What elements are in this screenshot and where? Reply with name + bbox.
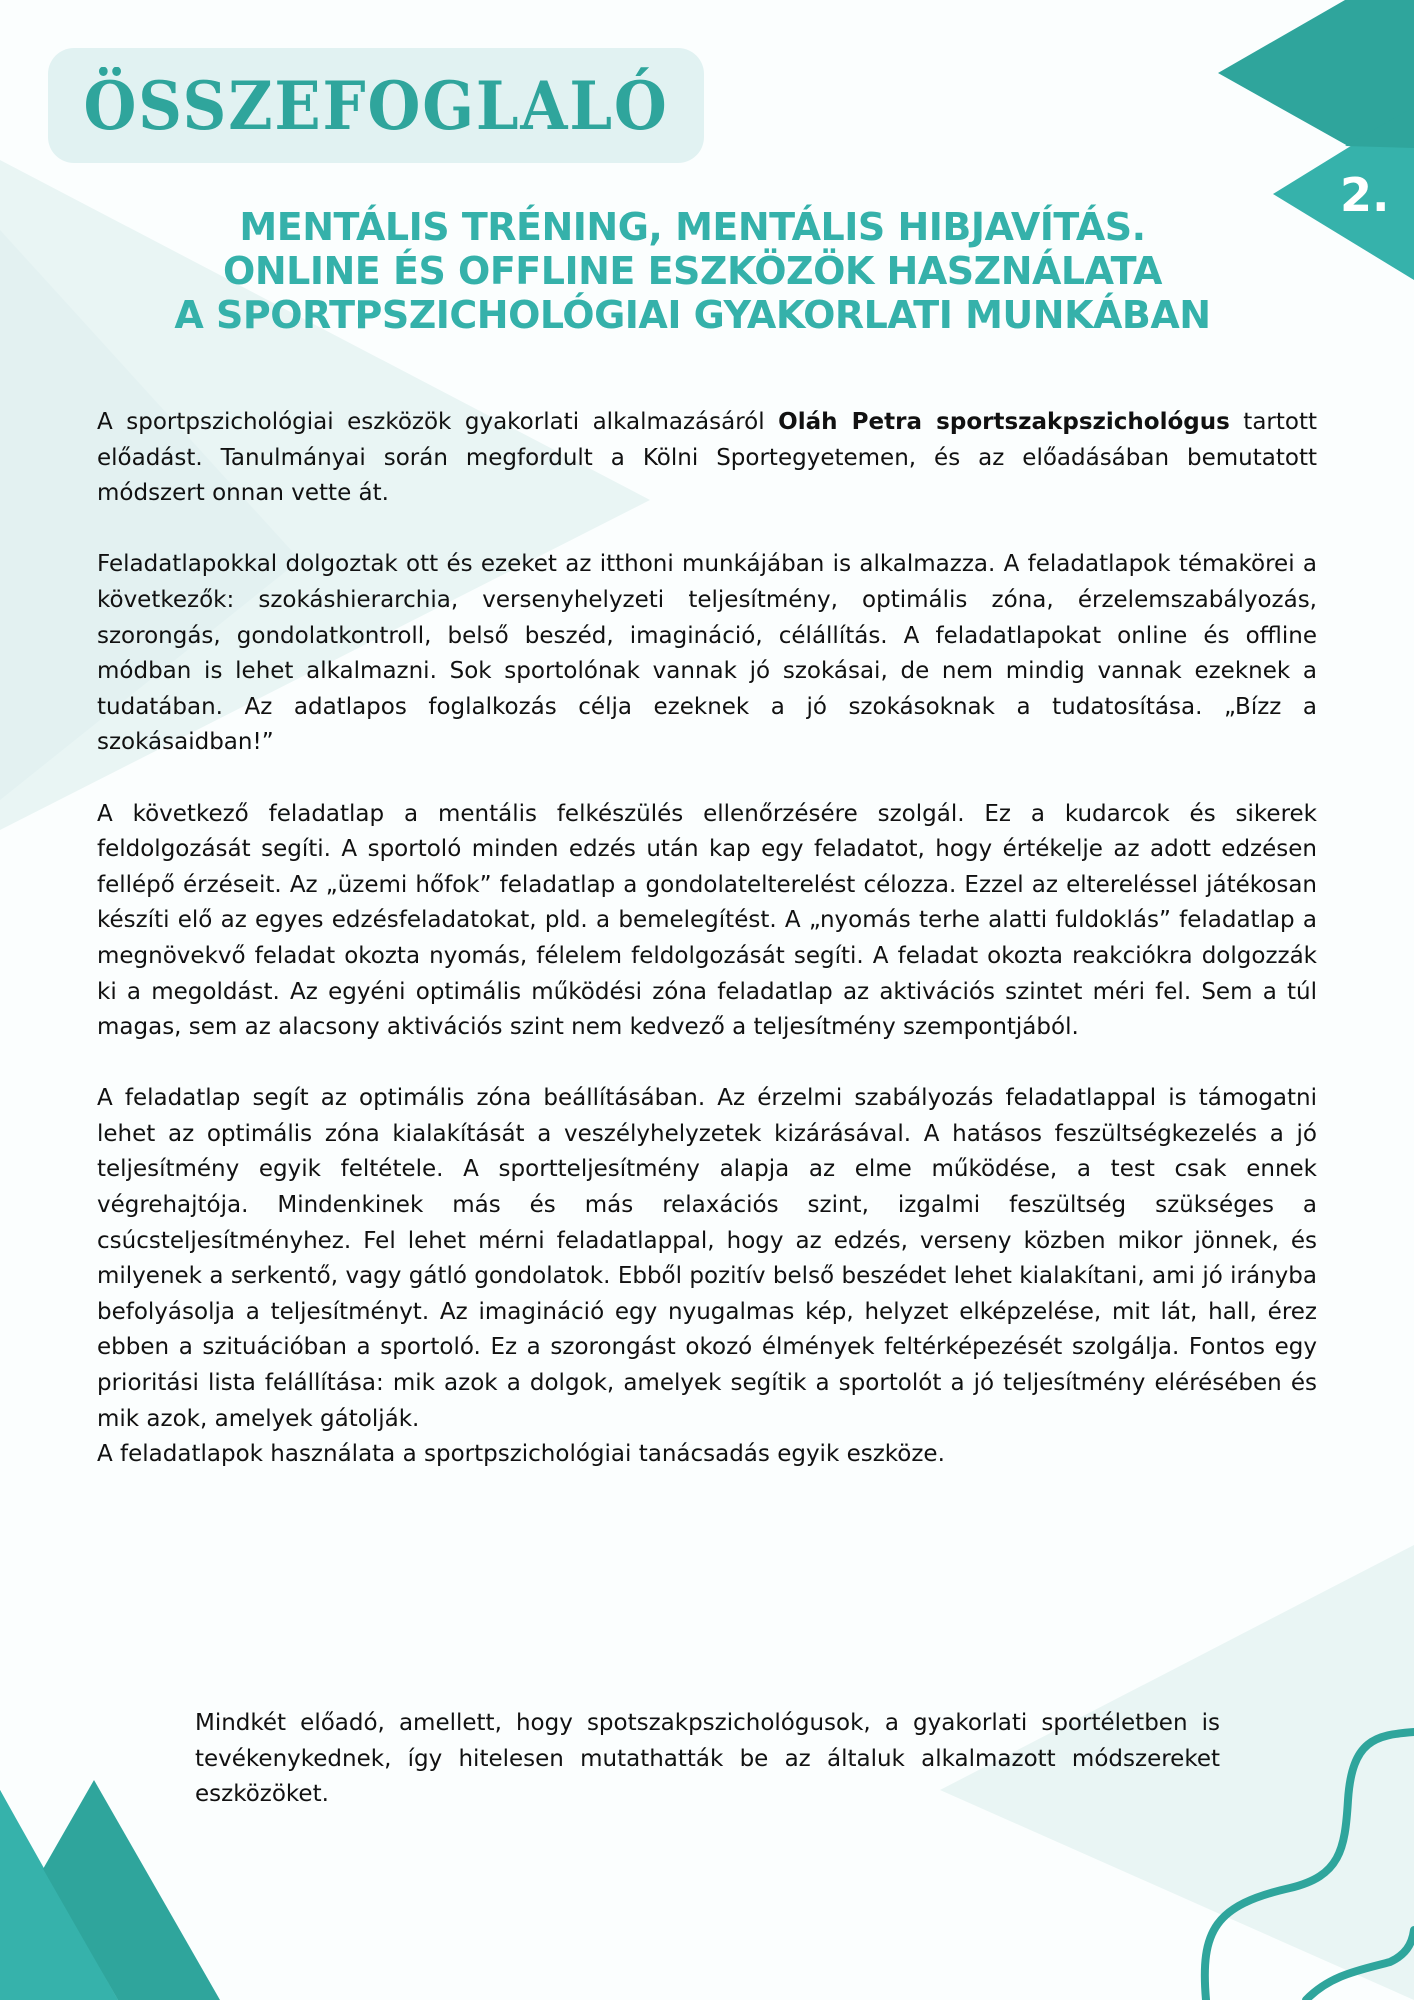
heading-line-1: MENTÁLIS TRÉNING, MENTÁLIS HIBJAVÍTÁS. (239, 205, 1146, 249)
paragraph-1-rest: tartott előadást. Tanulmányai során megfordult a Kölni Sportegyetemen, és az előadásában bemutatott módszert onnan vette át. (97, 409, 1318, 507)
speaker-name: Oláh Petra sportszakpszichológus (778, 409, 1230, 435)
paragraph-2: Feladatlapokkal dolgoztak ott és ezeket az itthoni munkájában is alkalmazza. A feladatlapok témakörei a következők: szokáshierarchia, versenyhelyzeti teljesítmény, optimális zóna, érzelemszabályozás, szorongás, gondolatkontroll, belső beszéd, imagináció, célállítás. A feladatlapokat online és offline módban is lehet alkalmazni. Sok sportolónak vannak jó szokásai, de nem mindig vannak ezeknek a tudatában. Az adatlapos foglalkozás célja ezeknek a jó szokásoknak a tudatosítása. „Bízz a szokásaidban!” (97, 551, 1317, 756)
paragraph-5: A feladatlapok használata a sportpszichológiai tanácsadás egyik eszköze. (97, 1441, 945, 1468)
article-body (97, 405, 1317, 1508)
page-number: 2. (1340, 168, 1390, 222)
heading-line-3: A SPORTPSZICHOLÓGIAI GYAKORLATI MUNKÁBAN (174, 293, 1211, 337)
closing-note (195, 1706, 1220, 1813)
paragraph-1 (97, 405, 1317, 512)
title-badge (48, 48, 704, 163)
paragraph-4: A feladatlap segít az optimális zóna beállításában. Az érzelmi szabályozás feladatlappal is támogatni lehet az optimális zóna kialakítását a veszélyhelyzetek kizárásával. A hatásos feszültségkezelés a jó teljesítmény egyik feltétele. A sportteljesítmény alapja az elme működése, a test csak ennek végrehajtója. Mindenkinek más és más relaxációs szint, izgalmi feszültség szükséges a csúcsteljesítményhez. Fel lehet mérni feladatlappal, hogy az edzés, verseny közben mikor jönnek, és milyenek a serkentő, vagy gátló gondolatok. Ebből pozitív belső beszédet lehet kialakítani, ami jó irányba befolyásolja a teljesítményt. Az imagináció egy nyugalmas kép, helyzet elképzelése, mit lát, hall, érez ebben a szituációban a sportoló. Ez a szorongást okozó élmények feltérképezését szolgálja. Fontos egy prioritási lista felállítása: mik azok a dolgok, amelyek segítik a sportolót a jó teljesítmény elérésében és mik azok, amelyek gátolják. (97, 1085, 1317, 1432)
heading-line-2: ONLINE ÉS OFFLINE ESZKÖZÖK HASZNÁLATA (223, 249, 1162, 293)
section-heading (80, 205, 1305, 337)
paragraph-3: A következő feladatlap a mentális felkészülés ellenőrzésére szolgál. Ez a kudarcok és sikerek feldolgozását segíti. A sportoló minden edzés után kap egy feladatot, hogy értékelje az adott edzésen fellépő érzéseit. Az „üzemi hőfok” feladatlap a gondolatelterelést célozza. Ezzel az eltereléssel játékosan készíti elő az egyes edzésfeladatokat, pld. a bemelegítést. A „nyomás terhe alatti fuldoklás” feladatlap a megnövekvő feladat okozta nyomás, félelem feldolgozását segíti. A feladat okozta reakciókra dolgozzák ki a megoldást. Az egyéni optimális működési zóna feladatlap az aktivációs szintet méri fel. Sem a túl magas, sem az alacsony aktivációs szint nem kedvező a teljesítmény szempontjából. (97, 800, 1317, 1041)
page-title: ÖSSZEFOGLALÓ (83, 66, 669, 145)
closing-paragraph: Mindkét előadó, amellett, hogy spotszakpszichológusok, a gyakorlati sportéletben is tevékenykednek, így hitelesen mutathatták be az általuk alkalmazott módszereket eszközöket. (195, 1710, 1220, 1808)
paragraph-1-intro: A sportpszichológiai eszközök gyakorlati alkalmazásáról (97, 409, 779, 435)
